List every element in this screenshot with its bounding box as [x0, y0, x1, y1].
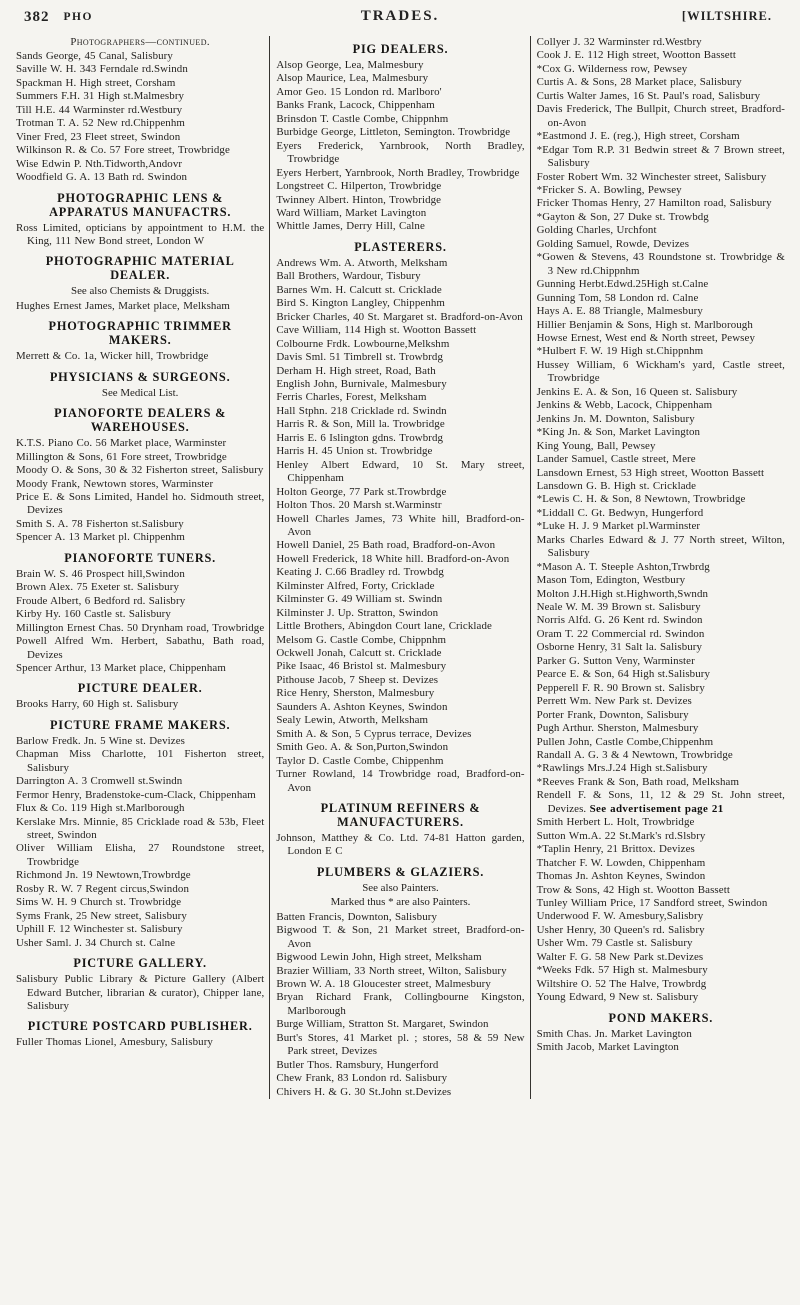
section-heading: PLASTERERS. — [354, 239, 447, 254]
directory-entry: Brazier William, 33 North street, Wilton, Salisbury — [276, 964, 507, 977]
directory-entry: Golding Samuel, Rowde, Devizes — [536, 237, 690, 250]
directory-entry: Cave William, 114 High st. Wootton Bassett — [276, 324, 477, 337]
section-heading: PICTURE DEALER. — [77, 681, 203, 696]
directory-entry: Oram T. 22 Commercial rd. Swindon — [536, 627, 705, 640]
directory-entry: Burbidge George, Littleton, Semington. Trowbridge — [276, 126, 511, 139]
directory-entry: Kirby Hy. 160 Castle st. Salisbury — [16, 608, 171, 621]
directory-entry: Hughes Ernest James, Market place, Melksham — [16, 299, 230, 312]
directory-entry: Eyers Herbert, Yarnbrook, North Bradley, Trowbridge — [276, 166, 520, 179]
directory-entry: Alsop Maurice, Lea, Malmesbury — [276, 72, 429, 85]
directory-entry: Amor Geo. 15 London rd. Marlboro' — [276, 85, 442, 98]
section-heading: POND MAKERS. — [608, 1010, 714, 1025]
directory-entry: Eyers Frederick, Yarnbrook, North Bradley, Trowbridge — [276, 139, 525, 166]
directory-entry: Perrett Wm. New Park st. Devizes — [536, 695, 692, 708]
directory-entry: Brown Alex. 75 Exeter st. Salisbury — [16, 581, 179, 594]
directory-entry: Trotman T. A. 52 New rd.Chippenhm — [16, 117, 185, 130]
directory-entry: Fricker Thomas Henry, 27 Hamilton road, Salisbury — [536, 197, 772, 210]
directory-entry: Hillier Benjamin & Sons, High st. Marlborough — [536, 318, 753, 331]
directory-entry: Barnes Wm. H. Calcutt st. Cricklade — [276, 283, 442, 296]
directory-entry: Sutton Wm.A. 22 St.Mark's rd.Slsbry — [536, 829, 706, 842]
directory-entry: Barlow Fredk. Jn. 5 Wine st. Devizes — [16, 734, 185, 747]
directory-entry: Molton J.H.High st.Highworth,Swndn — [536, 587, 709, 600]
directory-entry: Neale W. M. 39 Brown st. Salisbury — [536, 601, 701, 614]
directory-entry: Howse Ernest, West end & North street, Pewsey — [536, 331, 755, 344]
directory-entry: Pullen John, Castle Combe,Chippenhm — [536, 735, 714, 748]
directory-entry: Smith Jacob, Market Lavington — [536, 1041, 679, 1054]
directory-entry: Foster Robert Wm. 32 Winchester street, Salisbury — [536, 170, 767, 183]
directory-entry: Ward William, Market Lavington — [276, 206, 427, 219]
directory-entry: *Cox G. Wilderness row, Pewsey — [536, 62, 688, 75]
directory-entry: Young Edward, 9 New st. Salisbury — [536, 991, 699, 1004]
directory-entry: *Reeves Frank & Son, Bath road, Melksham — [536, 775, 740, 788]
directory-entry: Usher Saml. J. 34 Church st. Calne — [16, 936, 176, 949]
directory-entry: Ockwell Jonah, Calcutt st. Cricklade — [276, 647, 442, 660]
directory-entry: Wise Edwin P. Nth.Tidworth,Andovr — [16, 157, 183, 170]
directory-entry: Bird S. Kington Langley, Chippenhm — [276, 297, 445, 310]
directory-entry: Randall A. G. 3 & 4 Newtown, Trowbridge — [536, 749, 733, 762]
directory-entry: Burt's Stores, 41 Market pl. ; stores, 58 & 59 New Park street, Devizes — [276, 1031, 525, 1058]
directory-entry: Pearce E. & Son, 64 High st.Salisbury — [536, 668, 711, 681]
directory-entry: Trow & Sons, 42 High st. Wootton Bassett — [536, 883, 730, 896]
directory-entry: Batten Francis, Downton, Salisbury — [276, 910, 438, 923]
directory-entry: Smith S. A. 78 Fisherton st.Salisbury — [16, 517, 184, 530]
directory-entry: Saunders A. Ashton Keynes, Swindon — [276, 700, 448, 713]
directory-entry: Andrews Wm. A. Atworth, Melksham — [276, 256, 448, 269]
directory-entry: Wilkinson R. & Co. 57 Fore street, Trowbridge — [16, 144, 230, 157]
section-heading: PLUMBERS & GLAZIERS. — [316, 864, 485, 879]
directory-entry: Powell Alfred Wm. Herbert, Sabathu, Bath road, Devizes — [16, 635, 265, 661]
directory-entry: Hussey William, 6 Wickham's yard, Castle street, Trowbridge — [536, 358, 785, 385]
section-heading: PICTURE POSTCARD PUBLISHER. — [27, 1019, 253, 1034]
directory-entry: Brinsdon T. Castle Combe, Chippnhm — [276, 112, 449, 125]
directory-entry: Holton Thos. 20 Marsh st.Warminstr — [276, 499, 442, 512]
section-note: See Medical List. — [101, 386, 179, 399]
directory-entry: Collyer J. 32 Warminster rd.Westbry — [536, 36, 702, 48]
directory-entry: Davis Sml. 51 Timbrell st. Trowbrdg — [276, 351, 444, 364]
directory-entry: Holton George, 77 Park st.Trowbrdge — [276, 485, 447, 498]
directory-entry: Brown W. A. 18 Gloucester street, Malmesbury — [276, 978, 491, 990]
directory-entry: Johnson, Matthey & Co. Ltd. 74-81 Hatton garden, London E C — [276, 832, 525, 858]
page-title: TRADES. — [360, 8, 440, 24]
directory-entry: Spencer A. 13 Market pl. Chippenhm — [16, 531, 185, 544]
directory-entry: Gunning Tom, 58 London rd. Calne — [536, 291, 699, 304]
directory-entry: Howell Charles James, 73 White hill, Bradford-on-Avon — [276, 512, 525, 538]
directory-entry: Rosby R. W. 7 Regent circus,Swindon — [16, 882, 189, 895]
section-heading: PHOTOGRAPHIC MATERIAL DEALER. — [45, 254, 235, 283]
directory-entry: Turner Rowland, 14 Trowbridge road, Bradford-on-Avon — [276, 768, 525, 794]
directory-entry: *Edgar Tom R.P. 31 Bedwin street & 7 Brown street, Salisbury — [536, 143, 785, 170]
directory-entry: Harris H. 45 Union st. Trowbridge — [276, 445, 433, 458]
directory-entry: Kilminster Alfred, Forty, Cricklade — [276, 579, 435, 592]
directory-entry: Banks Frank, Lacock, Chippenham — [276, 99, 435, 112]
directory-entry: Price E. & Sons Limited, Handel ho. Sidmouth street, Devizes — [16, 490, 265, 517]
directory-entry: Colbourne Frdk. Lowbourne,Melkshm — [276, 337, 450, 350]
directory-entry: Smith Chas. Jn. Market Lavington — [536, 1027, 692, 1040]
directory-entry: Kilminster G. 49 William st. Swindn — [276, 593, 443, 606]
directory-entry: Summers F.H. 31 High st.Malmesbry — [16, 90, 185, 103]
directory-entry: *Luke H. J. 9 Market pl.Warminster — [536, 520, 701, 533]
directory-entry: Harris R. & Son, Mill la. Trowbridge — [276, 418, 445, 431]
directory-entry: Spencer Arthur, 13 Market place, Chippenham — [16, 661, 226, 674]
directory-entry: Little Brothers, Abingdon Court lane, Cricklade — [276, 620, 492, 633]
directory-entry: Howell Daniel, 25 Bath road, Bradford-on-Avon — [276, 539, 496, 552]
directory-entry: Wiltshire O. 52 The Halve, Trowbrdg — [536, 977, 707, 990]
directory-entry: Smith Geo. A. & Son,Purton,Swindon — [276, 741, 449, 754]
directory-entry: Whittle James, Derry Hill, Calne — [276, 220, 425, 233]
section-note: See also Chemists & Druggists. — [71, 285, 210, 298]
directory-entry: Woodfield G. A. 13 Bath rd. Swindon — [16, 171, 188, 184]
section-code: PHO — [63, 11, 93, 23]
directory-entry: Uphill F. 12 Winchester st. Salisbury — [16, 923, 183, 936]
directory-entry: Smith Herbert L. Holt, Trowbridge — [536, 816, 695, 829]
section-heading: PIANOFORTE TUNERS. — [64, 550, 217, 565]
directory-entry: Till H.E. 44 Warminster rd.Westbury — [16, 103, 183, 116]
section-heading: PHOTOGRAPHIC TRIMMER MAKERS. — [48, 319, 232, 348]
directory-entry: Millington Ernest Chas. 50 Drynham road, Trowbridge — [16, 621, 265, 634]
section-heading: PIANOFORTE DEALERS & WAREHOUSES. — [54, 406, 227, 435]
directory-entry: Froude Albert, 6 Bedford rd. Salisbry — [16, 594, 186, 607]
page-header — [10, 6, 790, 32]
directory-entry: Usher Henry, 30 Queen's rd. Salisbry — [536, 923, 705, 936]
directory-entry: K.T.S. Piano Co. 56 Market place, Warminster — [16, 437, 227, 450]
directory-entry: Twinney Albert. Hinton, Trowbridge — [276, 193, 442, 206]
section-heading: PLATINUM REFINERS & MANUFACTURERS. — [320, 801, 481, 830]
column-3 — [530, 36, 790, 1099]
directory-entry: Norris Alfd. G. 26 Kent rd. Swindon — [536, 614, 703, 627]
directory-entry: Porter Frank, Downton, Salisbury — [536, 708, 689, 721]
directory-entry: Darrington A. 3 Cromwell st.Swindn — [16, 775, 183, 788]
directory-entry: Usher Wm. 79 Castle st. Salisbury — [536, 937, 693, 950]
directory-entry: Pugh Arthur. Sherston, Malmesbury — [536, 722, 699, 735]
section-subheading: Photographers—continued. — [70, 36, 210, 48]
section-heading: PICTURE FRAME MAKERS. — [49, 717, 231, 732]
directory-entry: *Fricker S. A. Bowling, Pewsey — [536, 183, 682, 196]
directory-entry: Syms Frank, 25 New street, Salisbury — [16, 909, 187, 922]
directory-entry: *Rawlings Mrs.J.24 High st.Salisbury — [536, 762, 708, 775]
directory-entry: Keating J. C.66 Bradley rd. Trowbdg — [276, 566, 444, 579]
section-heading: PHOTOGRAPHIC LENS & APPARATUS MANUFACTRS. — [49, 190, 232, 219]
directory-entry: Thomas Jn. Ashton Keynes, Swindon — [536, 870, 706, 883]
directory-entry: Cook J. E. 112 High street, Wootton Bassett — [536, 49, 736, 62]
directory-entry: Brooks Harry, 60 High st. Salisbury — [16, 698, 179, 711]
directory-entry: Walter F. G. 58 New Park st.Devizes — [536, 950, 704, 963]
directory-entry: Moody O. & Sons, 30 & 32 Fisherton street, Salisbury — [16, 464, 264, 477]
directory-entry: Millington & Sons, 61 Fore street, Trowbridge — [16, 450, 227, 463]
directory-entry: Brain W. S. 46 Prospect hill,Swindon — [16, 567, 185, 580]
directory-entry: *Gayton & Son, 27 Duke st. Trowbdg — [536, 210, 709, 223]
directory-entry: King Young, Ball, Pewsey — [536, 439, 656, 452]
directory-entry: Spackman H. High street, Corsham — [16, 76, 176, 89]
directory-entry: Underwood F. W. Amesbury,Salisbry — [536, 910, 704, 923]
columns — [10, 36, 790, 1099]
directory-entry: Rendell F. & Sons, 11, 12 & 29 St. John street, Devizes. See advertisement page 21 — [536, 789, 785, 815]
directory-entry: Salisbury Public Library & Picture Gallery (Albert Edward Butcher, librarian & curator), Chipper lane, Salisbury — [16, 973, 265, 1013]
directory-entry: Howell Frederick, 18 White hill. Bradford-on-Avon — [276, 552, 510, 565]
page-number: 382 — [24, 9, 50, 25]
directory-entry: Gunning Herbt.Edwd.25High st.Calne — [536, 278, 709, 291]
directory-entry: Jenkins & Webb, Lacock, Chippenham — [536, 399, 713, 412]
directory-entry: *Eastmond J. E. (reg.), High street, Corsham — [536, 130, 740, 143]
directory-entry: Curtis Walter James, 16 St. Paul's road, Salisbury — [536, 89, 761, 102]
directory-entry: Longstreet C. Hilperton, Trowbridge — [276, 180, 442, 193]
directory-entry: Sands George, 45 Canal, Salisbury — [16, 50, 173, 62]
directory-entry: Pike Isaac, 46 Bristol st. Malmesbury — [276, 660, 447, 673]
directory-entry: Bigwood T. & Son, 21 Market street, Bradford-on-Avon — [276, 924, 525, 950]
directory-entry: *Gowen & Stevens, 43 Roundstone st. Trowbridge & 3 New rd.Chippnhm — [536, 251, 785, 277]
directory-entry: *Liddall C. Gt. Bedwyn, Hungerford — [536, 506, 704, 519]
directory-entry: Merrett & Co. 1a, Wicker hill, Trowbridge — [16, 350, 209, 363]
section-heading: PICTURE GALLERY. — [73, 956, 207, 971]
section-note: See also Painters. — [362, 881, 439, 894]
column-2 — [269, 36, 529, 1099]
directory-entry: English John, Burnivale, Malmesbury — [276, 377, 447, 390]
directory-entry: Sealy Lewin, Atworth, Melksham — [276, 714, 429, 727]
directory-entry: Butler Thos. Ramsbury, Hungerford — [276, 1058, 439, 1071]
directory-entry: Curtis A. & Sons, 28 Market place, Salisbury — [536, 76, 742, 89]
directory-entry: Jenkins E. A. & Son, 16 Queen st. Salisbury — [536, 385, 738, 398]
directory-entry: Jenkins Jn. M. Downton, Salisbury — [536, 412, 695, 425]
directory-entry: Mason Tom, Edington, Westbury — [536, 574, 686, 587]
directory-entry: Bigwood Lewin John, High street, Melksham — [276, 951, 482, 964]
directory-entry: Henley Albert Edward, 10 St. Mary street, Chippenham — [276, 458, 525, 485]
directory-entry: Sims W. H. 9 Church st. Trowbridge — [16, 896, 182, 909]
directory-entry: Lansdown Ernest, 53 High street, Wootton Bassett — [536, 466, 765, 479]
directory-entry: Viner Fred, 23 Fleet street, Swindon — [16, 130, 181, 143]
column-1 — [10, 36, 269, 1099]
directory-entry: Pithouse Jacob, 7 Sheep st. Devizes — [276, 673, 439, 686]
directory-entry: Taylor D. Castle Combe, Chippenhm — [276, 754, 444, 767]
directory-entry: *Mason A. T. Steeple Ashton,Trwbrdg — [536, 560, 710, 573]
directory-entry: *Hulbert F. W. 19 High st.Chippnhm — [536, 345, 704, 358]
section-heading: PHYSICIANS & SURGEONS. — [49, 369, 231, 384]
directory-entry: Melsom G. Castle Combe, Chippnhm — [276, 633, 447, 646]
directory-entry: *King Jn. & Son, Market Lavington — [536, 426, 701, 439]
directory-entry: Rice Henry, Sherston, Malmesbury — [276, 687, 435, 700]
directory-entry: Oliver William Elisha, 27 Roundstone street, Trowbridge — [16, 842, 265, 868]
directory-entry: Thatcher F. W. Lowden, Chippenham — [536, 856, 706, 869]
directory-entry: Lansdown G. B. High st. Cricklade — [536, 479, 697, 492]
directory-entry: Harris E. 6 Islington gdns. Trowbrdg — [276, 431, 444, 444]
directory-entry: Fuller Thomas Lionel, Amesbury, Salisbury — [16, 1036, 213, 1049]
directory-entry: Marks Charles Edward & J. 77 North street, Wilton, Salisbury — [536, 533, 785, 560]
directory-entry: Hays A. E. 88 Triangle, Malmesbury — [536, 305, 703, 318]
directory-entry: Derham H. High street, Road, Bath — [276, 364, 436, 377]
directory-entry: Richmond Jn. 19 Newtown,Trowbrdge — [16, 869, 191, 882]
directory-entry: Chapman Miss Charlotte, 101 Fisherton street, Salisbury — [16, 748, 265, 774]
directory-entry: Alsop George, Lea, Malmesbury — [276, 59, 424, 71]
directory-entry: Kerslake Mrs. Minnie, 85 Cricklade road & 53b, Fleet street, Swindon — [16, 815, 265, 842]
directory-entry: Bryan Richard Frank, Collingbourne Kingston, Marlborough — [276, 991, 525, 1017]
directory-entry: Burge William, Stratton St. Margaret, Swindon — [276, 1018, 489, 1031]
county-label: [WILTSHIRE. — [681, 9, 772, 23]
directory-entry: Smith A. & Son, 5 Cyprus terrace, Devizes — [276, 727, 472, 740]
directory-entry: Hall Stphn. 218 Cricklade rd. Swindn — [276, 404, 447, 417]
directory-entry: Ball Brothers, Wardour, Tisbury — [276, 270, 421, 283]
directory-entry: Fermor Henry, Bradenstoke-cum-Clack, Chippenham — [16, 788, 256, 801]
directory-entry: Saville W. H. 343 Ferndale rd.Swindn — [16, 63, 188, 76]
directory-entry: Osborne Henry, 31 Salt la. Salisbury — [536, 641, 703, 654]
directory-entry: *Lewis C. H. & Son, 8 Newtown, Trowbridge — [536, 493, 746, 506]
directory-entry: Chew Frank, 83 London rd. Salisbury — [276, 1072, 448, 1085]
section-heading: PIG DEALERS. — [352, 42, 449, 56]
directory-entry: Chivers H. & G. 30 St.John st.Devizes — [276, 1085, 452, 1098]
directory-entry: Moody Frank, Newtown stores, Warminster — [16, 477, 214, 490]
directory-entry: Davis Frederick, The Bullpit, Church street, Bradford-on-Avon — [536, 103, 785, 129]
directory-entry: Ferris Charles, Forest, Melksham — [276, 391, 427, 404]
directory-entry: Golding Charles, Urchfont — [536, 224, 657, 237]
directory-entry: *Taplin Henry, 21 Brittox. Devizes — [536, 843, 695, 856]
directory-entry: Parker G. Sutton Veny, Warminster — [536, 654, 695, 667]
directory-entry: Bricker Charles, 40 St. Margaret st. Bradford-on-Avon — [276, 310, 523, 323]
directory-entry: Tunley William Price, 17 Sandford street, Swindon — [536, 897, 768, 909]
directory-entry: Kilminster J. Up. Stratton, Swindon — [276, 606, 439, 619]
directory-entry: Lander Samuel, Castle street, Mere — [536, 453, 696, 466]
directory-entry: Pepperell F. R. 90 Brown st. Salisbry — [536, 681, 705, 694]
directory-entry: *Weeks Fdk. 57 High st. Malmesbury — [536, 964, 708, 977]
section-note: Marked thus * are also Painters. — [330, 896, 471, 909]
directory-entry: Flux & Co. 119 High st.Marlborough — [16, 802, 185, 815]
directory-entry: Ross Limited, opticians by appointment to H.M. the King, 111 New Bond street, London W — [16, 221, 265, 247]
